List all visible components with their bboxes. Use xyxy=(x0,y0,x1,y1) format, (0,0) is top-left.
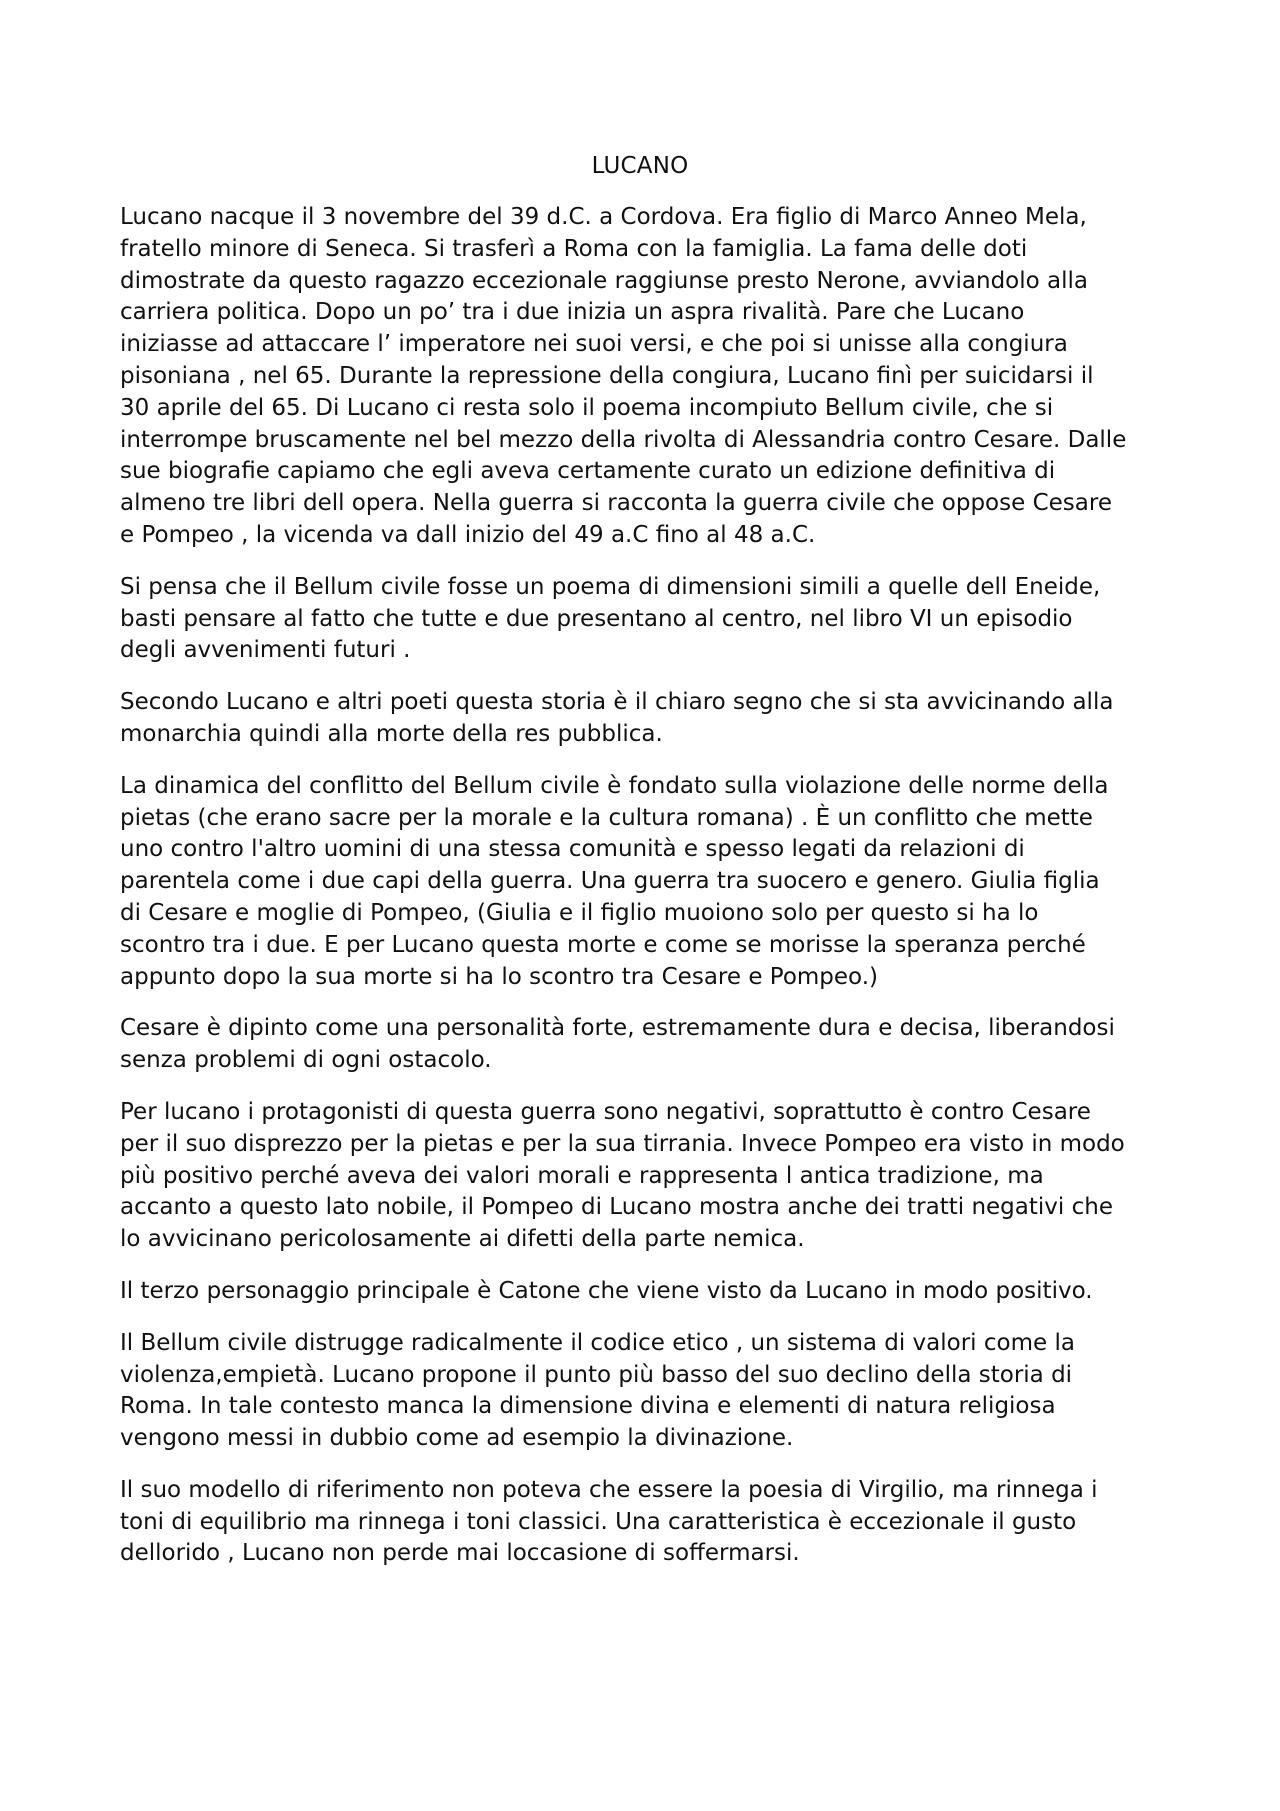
document-title: LUCANO xyxy=(591,153,689,179)
paragraph-eneide-comparison: Si pensa che il Bellum civile fosse un poema di dimensioni simili a quelle dell Eneide, basti pensare al fatto che tutte e due presentano al centro, nel libro VI un episodio degli avvenimenti futuri . xyxy=(120,573,1101,664)
paragraph-cesare: Cesare è dipinto come una personalità forte, estremamente dura e decisa, liberandosi senza problemi di ogni ostacolo. xyxy=(120,1015,1115,1074)
document-body xyxy=(120,202,1180,1590)
paragraph-biography: Lucano nacque il 3 novembre del 39 d.C. a Cordova. Era figlio di Marco Anneo Mela, fratello minore di Seneca. Si trasferì a Roma con la famiglia. La fama delle doti dimostrate da questo ragazzo eccezionale raggiunse presto Nerone, avviandolo alla carriera politica. Dopo un po’ tra i due inizia un aspra rivalità. Pare che Lucano iniziasse ad attaccare l’ imperatore nei suoi versi, e che poi si unisse alla congiura pisoniana , nel 65. Durante la repressione della congiura, Lucano finì per suicidarsi il 30 aprile del 65. Di Lucano ci resta solo il poema incompiuto Bellum civile, che si interrompe bruscamente nel bel mezzo della rivolta di Alessandria contro Cesare. Dalle sue biografie capiamo che egli aveva certamente curato un edizione definitiva di almeno tre libri dell opera. Nella guerra si racconta la guerra civile che oppose Cesare e Pompeo , la vicenda va dall inizio del 49 a.C fino al 48 a.C. xyxy=(120,204,1127,548)
paragraph-dinamica-conflitto: La dinamica del conflitto del Bellum civile è fondato sulla violazione delle norme della pietas (che erano sacre per la morale e la cultura romana) . È un conflitto che mette uno contro l'altro uomini di una stessa comunità e spesso legati da relazioni di parentela come i due capi della guerra. Una guerra tra suocero e genero. Giulia figlia di Cesare e moglie di Pompeo, (Giulia e il figlio muoiono solo per questo si ha lo scontro tra i due. E per Lucano questa morte e come se morisse la speranza perché appunto dopo la sua morte si ha lo scontro tra Cesare e Pompeo.) xyxy=(120,772,1109,990)
paragraph-codice-etico: Il Bellum civile distrugge radicalmente il codice etico , un sistema di valori come la violenza,empietà. Lucano propone il punto più basso del suo declino della storia di Roma. In tale contesto manca la dimensione divina e elementi di natura religiosa vengono messi in dubbio come ad esempio la divinazione. xyxy=(120,1329,1075,1452)
paragraph-modello-virgilio: Il suo modello di riferimento non poteva che essere la poesia di Virgilio, ma rinnega i toni di equilibrio ma rinnega i toni classici. Una caratteristica è eccezionale il gusto dellorido , Lucano non perde mai loccasione di soffermarsi. xyxy=(120,1476,1098,1567)
paragraph-protagonisti: Per lucano i protagonisti di questa guerra sono negativi, soprattutto è contro Cesare per il suo disprezzo per la pietas e per la sua tirrania. Invece Pompeo era visto in modo più positivo perché aveva dei valori morali e rappresenta l antica tradizione, ma accanto a questo lato nobile, il Pompeo di Lucano mostra anche dei tratti negativi che lo avvicinano pericolosamente ai difetti della parte nemica. xyxy=(120,1098,1125,1253)
paragraph-monarchia: Secondo Lucano e altri poeti questa storia è il chiaro segno che si sta avvicinando alla monarchia quindi alla morte della res pubblica. xyxy=(120,689,1114,747)
paragraph-catone: Il terzo personaggio principale è Catone che viene visto da Lucano in modo positivo. xyxy=(120,1277,1093,1304)
